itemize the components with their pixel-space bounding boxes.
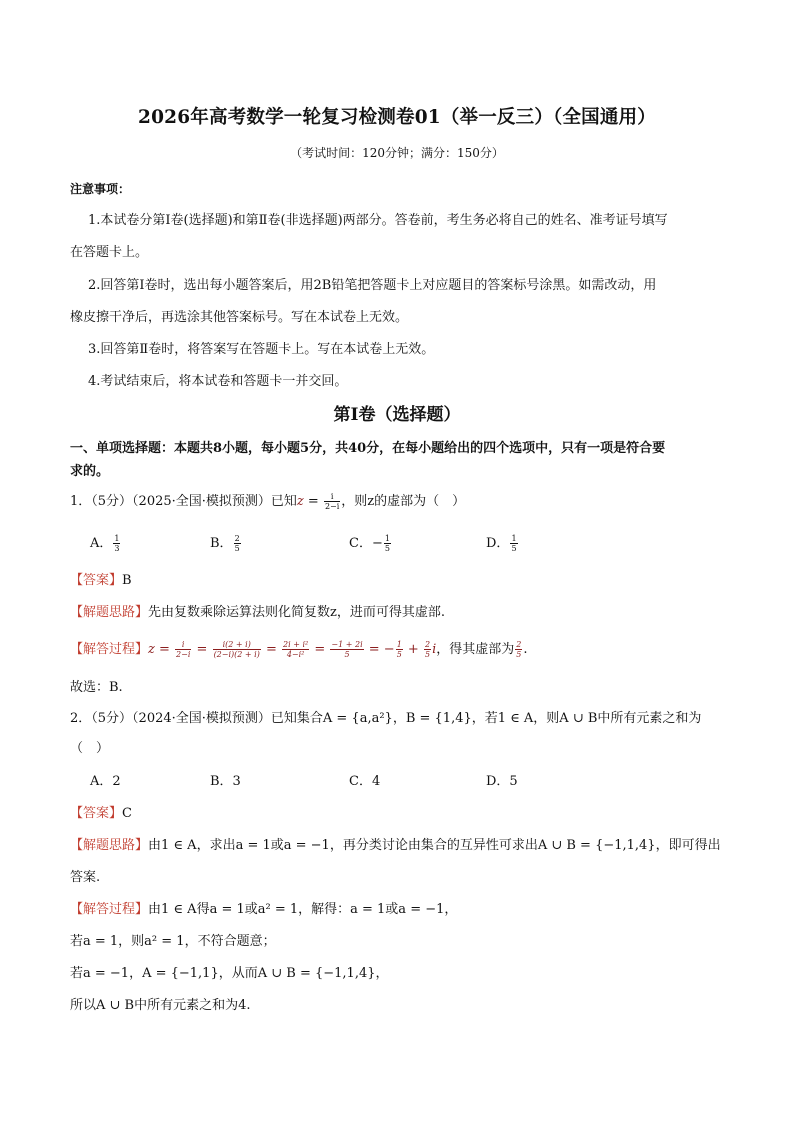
- q1-neg: −: [383, 642, 395, 657]
- q1-option-d: [486, 532, 519, 553]
- q1-hint-tag: 【解题思路】: [70, 605, 149, 620]
- q1-eq-2: =: [261, 642, 282, 657]
- q2-process-1: 由1 ∈ A得a = 1或a² = 1，解得：a = 1或a = −1，: [148, 902, 458, 917]
- q2-answer-value: C: [122, 806, 132, 821]
- q2-process-tag: 【解答过程】: [70, 902, 149, 917]
- q1-p2-num: i(2 + i): [213, 640, 261, 650]
- part1-instruction-a: 一、单项选择题：本题共8小题，每小题5分，共40分，在每小题给出的四个选项中，只有一项是符合要: [70, 441, 666, 456]
- q1-option-a-frac: [113, 534, 120, 553]
- q1-option-a-num: 1: [114, 534, 120, 543]
- q1-process-frac-1: [175, 640, 191, 659]
- notice-heading: 注意事项：: [70, 182, 131, 196]
- q1-frac-num: i: [324, 492, 340, 502]
- q1-p3-den: 4−i²: [286, 650, 305, 659]
- q1-stem-post: ，则z的虚部为（ ）: [341, 494, 466, 509]
- q1-p4-den: 5: [344, 650, 350, 659]
- page-title: 2026年高考数学一轮复习检测卷01（举一反三）（全国通用）: [138, 107, 656, 128]
- q1-hint-text: 先由复数乘除运算法则化简复数z，进而可得其虚部.: [148, 605, 445, 620]
- q1-p5-den: 5: [396, 650, 402, 659]
- q1-option-c-frac: [384, 534, 391, 553]
- q1-option-c: [349, 532, 392, 553]
- q1-option-b-label: B．: [210, 536, 233, 551]
- q1-option-a-den: 3: [114, 544, 120, 553]
- q1-p6-num: 2: [424, 640, 431, 649]
- q1-eq: =: [303, 494, 323, 509]
- q1-p1-den: 2−i: [176, 650, 191, 659]
- q1-option-c-den: 5: [384, 544, 390, 553]
- q1-answer: [70, 569, 132, 588]
- question-2-stem: 2．（5分）（2024·全国·模拟预测）已知集合A = {a,a²}，B = {1,4}，若1 ∈ A，则A ∪ B中所有元素之和为: [70, 711, 702, 726]
- q2-process-3: 若a = −1，A = {−1,1}，从而A ∪ B = {−1,1,4}，: [70, 966, 389, 981]
- q1-fraction: [324, 492, 340, 511]
- q1-process-z: z =: [148, 642, 170, 657]
- q1-process-frac-6: [424, 640, 431, 659]
- section-title: 第Ⅰ卷（选择题）: [333, 405, 461, 425]
- q1-option-b-frac: [234, 534, 241, 553]
- q1-answer-tag: 【答案】: [70, 573, 123, 588]
- q2-option-b: B．3: [210, 774, 241, 789]
- q1-process-tag: 【解答过程】: [70, 642, 149, 657]
- q2-option-c: C．4: [349, 774, 381, 789]
- q1-z: z: [296, 494, 304, 509]
- q2-hint: [70, 834, 721, 853]
- q1-option-b-den: 5: [234, 544, 240, 553]
- q2-option-a: A．2: [90, 774, 121, 789]
- q2-hint-b: 答案.: [70, 870, 101, 885]
- q2-paren: （ ）: [70, 741, 110, 756]
- page-subtitle: （考试时间：120分钟；满分：150分）: [290, 146, 504, 160]
- q1-option-a-label: A．: [90, 536, 113, 551]
- q1-p1-num: i: [175, 640, 191, 650]
- question-1-stem: [70, 490, 465, 511]
- q1-option-d-num: 1: [511, 534, 517, 543]
- q1-option-b: [210, 532, 242, 553]
- q2-process: [70, 898, 457, 917]
- q1-p4-num: −1 + 2i: [331, 640, 363, 649]
- q1-choose: 故选：B.: [70, 680, 123, 695]
- q1-p7-num: 2: [516, 640, 522, 649]
- q1-option-c-num: 1: [384, 534, 390, 543]
- q1-process: [70, 638, 527, 659]
- q1-process-frac-4: [330, 640, 363, 659]
- q1-option-a: [90, 532, 121, 553]
- q1-option-b-num: 2: [234, 534, 240, 543]
- q1-process-frac-5: [396, 640, 403, 659]
- notice-item-2a: 2.回答第Ⅰ卷时，选出每小题答案后，用2B铅笔把答题卡上对应题目的答案标号涂黑。如需改动，用: [88, 278, 657, 293]
- notice-item-3: 3.回答第Ⅱ卷时，将答案写在答题卡上。写在本试卷上无效。: [88, 342, 435, 357]
- q1-process-frac-2: [213, 640, 261, 659]
- q1-p7-den: 5: [516, 650, 522, 659]
- q2-answer-tag: 【答案】: [70, 806, 123, 821]
- part1-instruction-b: 求的。: [70, 464, 110, 479]
- q1-frac-den: 2−i: [324, 502, 340, 511]
- q1-p6-den: 5: [424, 650, 431, 659]
- q2-hint-tag: 【解题思路】: [70, 838, 149, 853]
- q1-option-c-label: C．−: [349, 536, 383, 551]
- notice-item-1b: 在答题卡上。: [70, 245, 149, 260]
- q1-p3-num: 2i + i²: [283, 640, 309, 649]
- q1-eq-1: =: [192, 642, 212, 657]
- notice-item-2b: 橡皮擦干净后，再选涂其他答案标号。写在本试卷上无效。: [70, 310, 409, 325]
- q1-p2-den: (2−i)(2 + i): [213, 650, 260, 659]
- q1-plus: +: [403, 642, 423, 657]
- q1-eq-3: =: [310, 642, 330, 657]
- q2-process-4: 所以A ∪ B中所有元素之和为4.: [70, 998, 251, 1013]
- notice-item-4: 4.考试结束后，将本试卷和答题卡一并交回。: [88, 374, 348, 389]
- q2-process-2: 若a = 1，则a² = 1，不符合题意；: [70, 934, 276, 949]
- q1-p5-num: 1: [396, 640, 402, 649]
- q1-i: i: [432, 642, 437, 657]
- q1-process-end: .: [523, 642, 528, 657]
- notice-item-1a: 1.本试卷分第Ⅰ卷(选择题)和第Ⅱ卷(非选择题)两部分。答卷前，考生务必将自己的姓名、准考证号填写: [88, 213, 668, 228]
- q1-stem-pre: 1．（5分）（2025·全国·模拟预测）已知: [70, 494, 297, 509]
- q1-option-d-den: 5: [511, 544, 517, 553]
- q1-process-frac-7: [515, 640, 522, 659]
- q1-hint: [70, 601, 445, 620]
- q2-option-d: D．5: [486, 774, 518, 789]
- q1-process-frac-3: [282, 640, 309, 659]
- q2-answer: [70, 802, 132, 821]
- q1-option-d-label: D．: [486, 536, 510, 551]
- q1-process-tail: ，得其虚部为: [436, 642, 515, 657]
- q2-hint-text-a: 由1 ∈ A，求出a = 1或a = −1，再分类讨论由集合的互异性可求出A ∪ B = {−1,1,4}，即可得出: [148, 838, 721, 853]
- q1-answer-value: B: [122, 573, 132, 588]
- q1-option-d-frac: [510, 534, 517, 553]
- q1-eq-4: =: [364, 642, 384, 657]
